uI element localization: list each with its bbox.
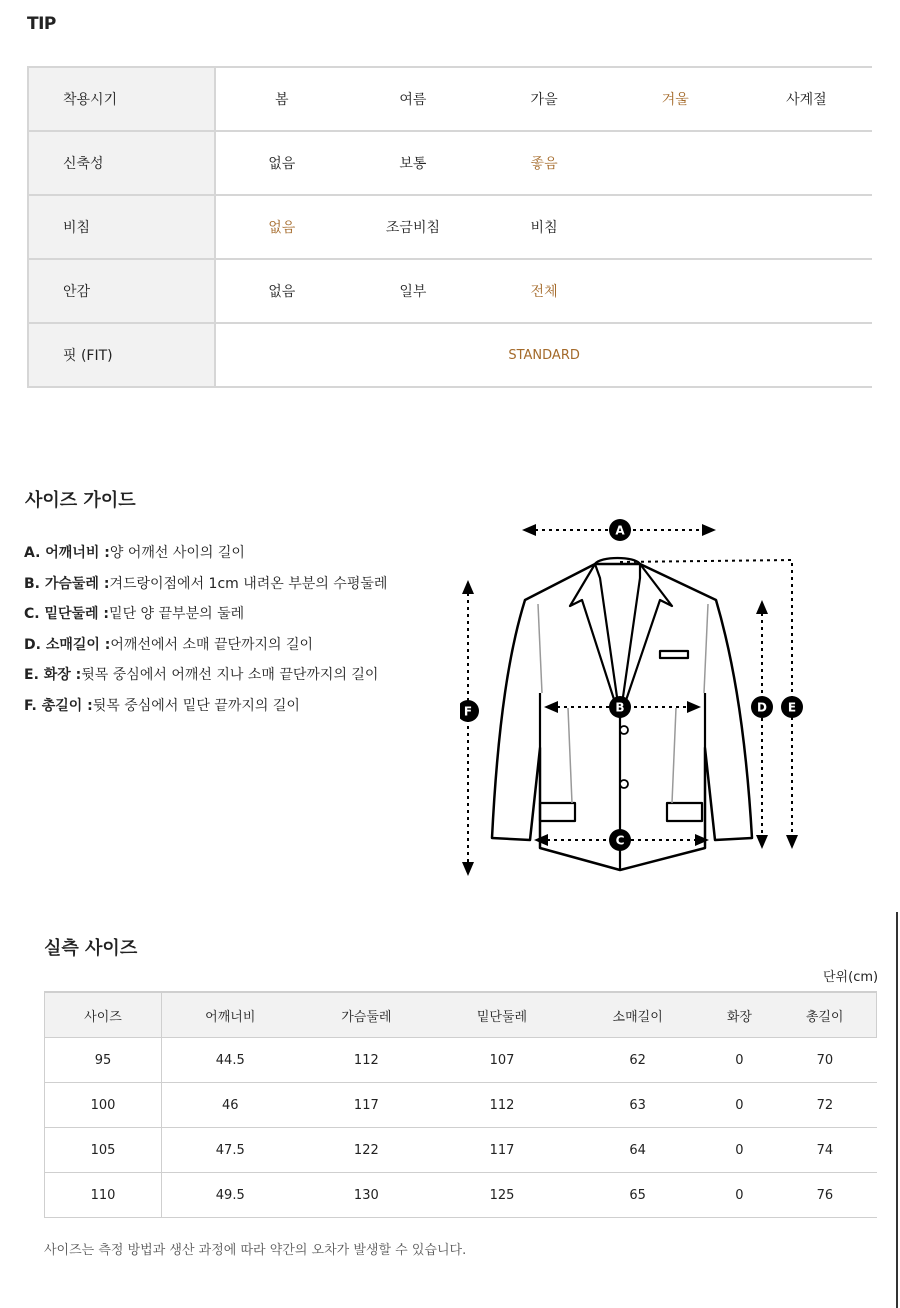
tip-option xyxy=(610,259,741,323)
tip-option: 보통 xyxy=(347,131,478,195)
size-table-header: 밑단둘레 xyxy=(434,992,570,1038)
tip-option-selected: 좋음 xyxy=(479,131,610,195)
tip-option xyxy=(741,131,872,195)
table-row xyxy=(45,1128,877,1173)
tip-option xyxy=(741,195,872,259)
measure-cell: 117 xyxy=(434,1128,570,1173)
measure-cell: 122 xyxy=(299,1128,435,1173)
marker-a-icon xyxy=(609,519,631,541)
measure-cell: 74 xyxy=(773,1128,876,1173)
size-guide-item xyxy=(24,538,387,569)
marker-e-icon xyxy=(781,696,803,718)
size-cell: 110 xyxy=(45,1173,162,1218)
tip-row-label: 신축성 xyxy=(28,131,215,195)
measure-cell: 0 xyxy=(705,1173,773,1218)
measure-cell: 0 xyxy=(705,1128,773,1173)
tip-title: TIP xyxy=(27,14,56,34)
measure-cell: 117 xyxy=(299,1083,435,1128)
measure-cell: 65 xyxy=(570,1173,706,1218)
tip-option xyxy=(610,195,741,259)
size-guide-item xyxy=(24,660,387,691)
tip-option-selected: 전체 xyxy=(479,259,610,323)
measure-cell: 46 xyxy=(162,1083,299,1128)
tip-row xyxy=(28,131,872,195)
measure-cell: 49.5 xyxy=(162,1173,299,1218)
size-guide-key: B. 가슴둘레 : xyxy=(24,575,110,592)
tip-option: 일부 xyxy=(347,259,478,323)
marker-c-icon xyxy=(609,829,631,851)
tip-row-label: 비침 xyxy=(28,195,215,259)
size-guide-desc: 밑단 양 끝부분의 둘레 xyxy=(109,606,245,622)
size-guide-item xyxy=(24,599,387,630)
tip-row-label: 착용시기 xyxy=(28,67,215,131)
size-guide-desc: 양 어깨선 사이의 길이 xyxy=(109,545,245,561)
fit-label: 핏 (FIT) xyxy=(28,323,215,387)
size-guide-key: D. 소매길이 : xyxy=(24,636,111,653)
table-row xyxy=(45,1083,877,1128)
table-row xyxy=(45,1038,877,1083)
tip-table xyxy=(27,66,872,388)
size-cell: 100 xyxy=(45,1083,162,1128)
measure-cell: 62 xyxy=(570,1038,706,1083)
jacket-diagram xyxy=(460,518,805,878)
svg-text:C: C xyxy=(615,833,625,848)
svg-text:D: D xyxy=(757,700,767,715)
svg-text:A: A xyxy=(615,523,625,538)
size-guide-item xyxy=(24,630,387,661)
size-table-header: 가슴둘레 xyxy=(299,992,435,1038)
size-guide-key: E. 화장 : xyxy=(24,667,82,683)
size-table-header: 사이즈 xyxy=(45,992,162,1038)
tip-row xyxy=(28,259,872,323)
tip-option xyxy=(741,259,872,323)
measure-cell: 130 xyxy=(299,1173,435,1218)
size-guide-desc: 겨드랑이점에서 1cm 내려온 부분의 수평둘레 xyxy=(109,575,388,592)
tip-option xyxy=(610,131,741,195)
size-guide-desc: 뒷목 중심에서 어깨선 지나 소매 끝단까지의 길이 xyxy=(81,667,379,683)
svg-text:F: F xyxy=(463,704,473,719)
size-guide-key: F. 총길이 : xyxy=(24,697,93,714)
marker-d-icon xyxy=(751,696,773,718)
measure-cell: 0 xyxy=(705,1083,773,1128)
measure-cell: 0 xyxy=(705,1038,773,1083)
tip-option: 조금비침 xyxy=(347,195,478,259)
size-cell: 105 xyxy=(45,1128,162,1173)
svg-text:E: E xyxy=(787,700,797,715)
measure-cell: 70 xyxy=(773,1038,876,1083)
tip-option-selected: 없음 xyxy=(215,195,347,259)
tip-option: 비침 xyxy=(479,195,610,259)
tip-option: 없음 xyxy=(215,131,347,195)
measure-cell: 64 xyxy=(570,1128,706,1173)
size-guide-item xyxy=(24,691,387,722)
size-guide-key: A. 어깨너비 : xyxy=(24,545,110,561)
measure-cell: 125 xyxy=(434,1173,570,1218)
size-table xyxy=(44,991,877,1218)
fit-value: STANDARD xyxy=(215,323,872,387)
measured-size-title: 실측 사이즈 xyxy=(44,938,138,959)
measure-cell: 107 xyxy=(434,1038,570,1083)
svg-text:B: B xyxy=(615,700,625,715)
tip-row-fit xyxy=(28,323,872,387)
tip-option: 사계절 xyxy=(741,67,872,131)
measure-cell: 76 xyxy=(773,1173,876,1218)
measure-cell: 72 xyxy=(773,1083,876,1128)
measure-cell: 44.5 xyxy=(162,1038,299,1083)
tip-row xyxy=(28,67,872,131)
tip-option: 없음 xyxy=(215,259,347,323)
marker-b-icon xyxy=(609,696,631,718)
size-guide-list xyxy=(24,538,387,721)
size-guide-item xyxy=(24,569,387,600)
marker-f-icon xyxy=(460,700,479,722)
size-guide-title: 사이즈 가이드 xyxy=(25,490,136,511)
edge-divider xyxy=(896,912,898,1308)
unit-label: 단위(cm) xyxy=(823,970,879,985)
size-table-header: 어깨너비 xyxy=(162,992,299,1038)
size-table-header: 화장 xyxy=(705,992,773,1038)
size-note: 사이즈는 측정 방법과 생산 과정에 따라 약간의 오차가 발생할 수 있습니다. xyxy=(44,1243,467,1258)
measure-cell: 63 xyxy=(570,1083,706,1128)
tip-option-selected: 겨울 xyxy=(610,67,741,131)
size-guide-key: C. 밑단둘레 : xyxy=(24,606,110,622)
tip-row xyxy=(28,195,872,259)
tip-option: 봄 xyxy=(215,67,347,131)
size-guide-desc: 어깨선에서 소매 끝단까지의 길이 xyxy=(110,636,314,653)
size-table-header: 소매길이 xyxy=(570,992,706,1038)
tip-option: 가을 xyxy=(479,67,610,131)
measure-cell: 112 xyxy=(299,1038,435,1083)
size-guide-desc: 뒷목 중심에서 밑단 끝까지의 길이 xyxy=(92,697,300,714)
measure-cell: 112 xyxy=(434,1083,570,1128)
size-cell: 95 xyxy=(45,1038,162,1083)
tip-row-label: 안감 xyxy=(28,259,215,323)
measure-cell: 47.5 xyxy=(162,1128,299,1173)
size-table-header: 총길이 xyxy=(773,992,876,1038)
tip-option: 여름 xyxy=(347,67,478,131)
table-row xyxy=(45,1173,877,1218)
